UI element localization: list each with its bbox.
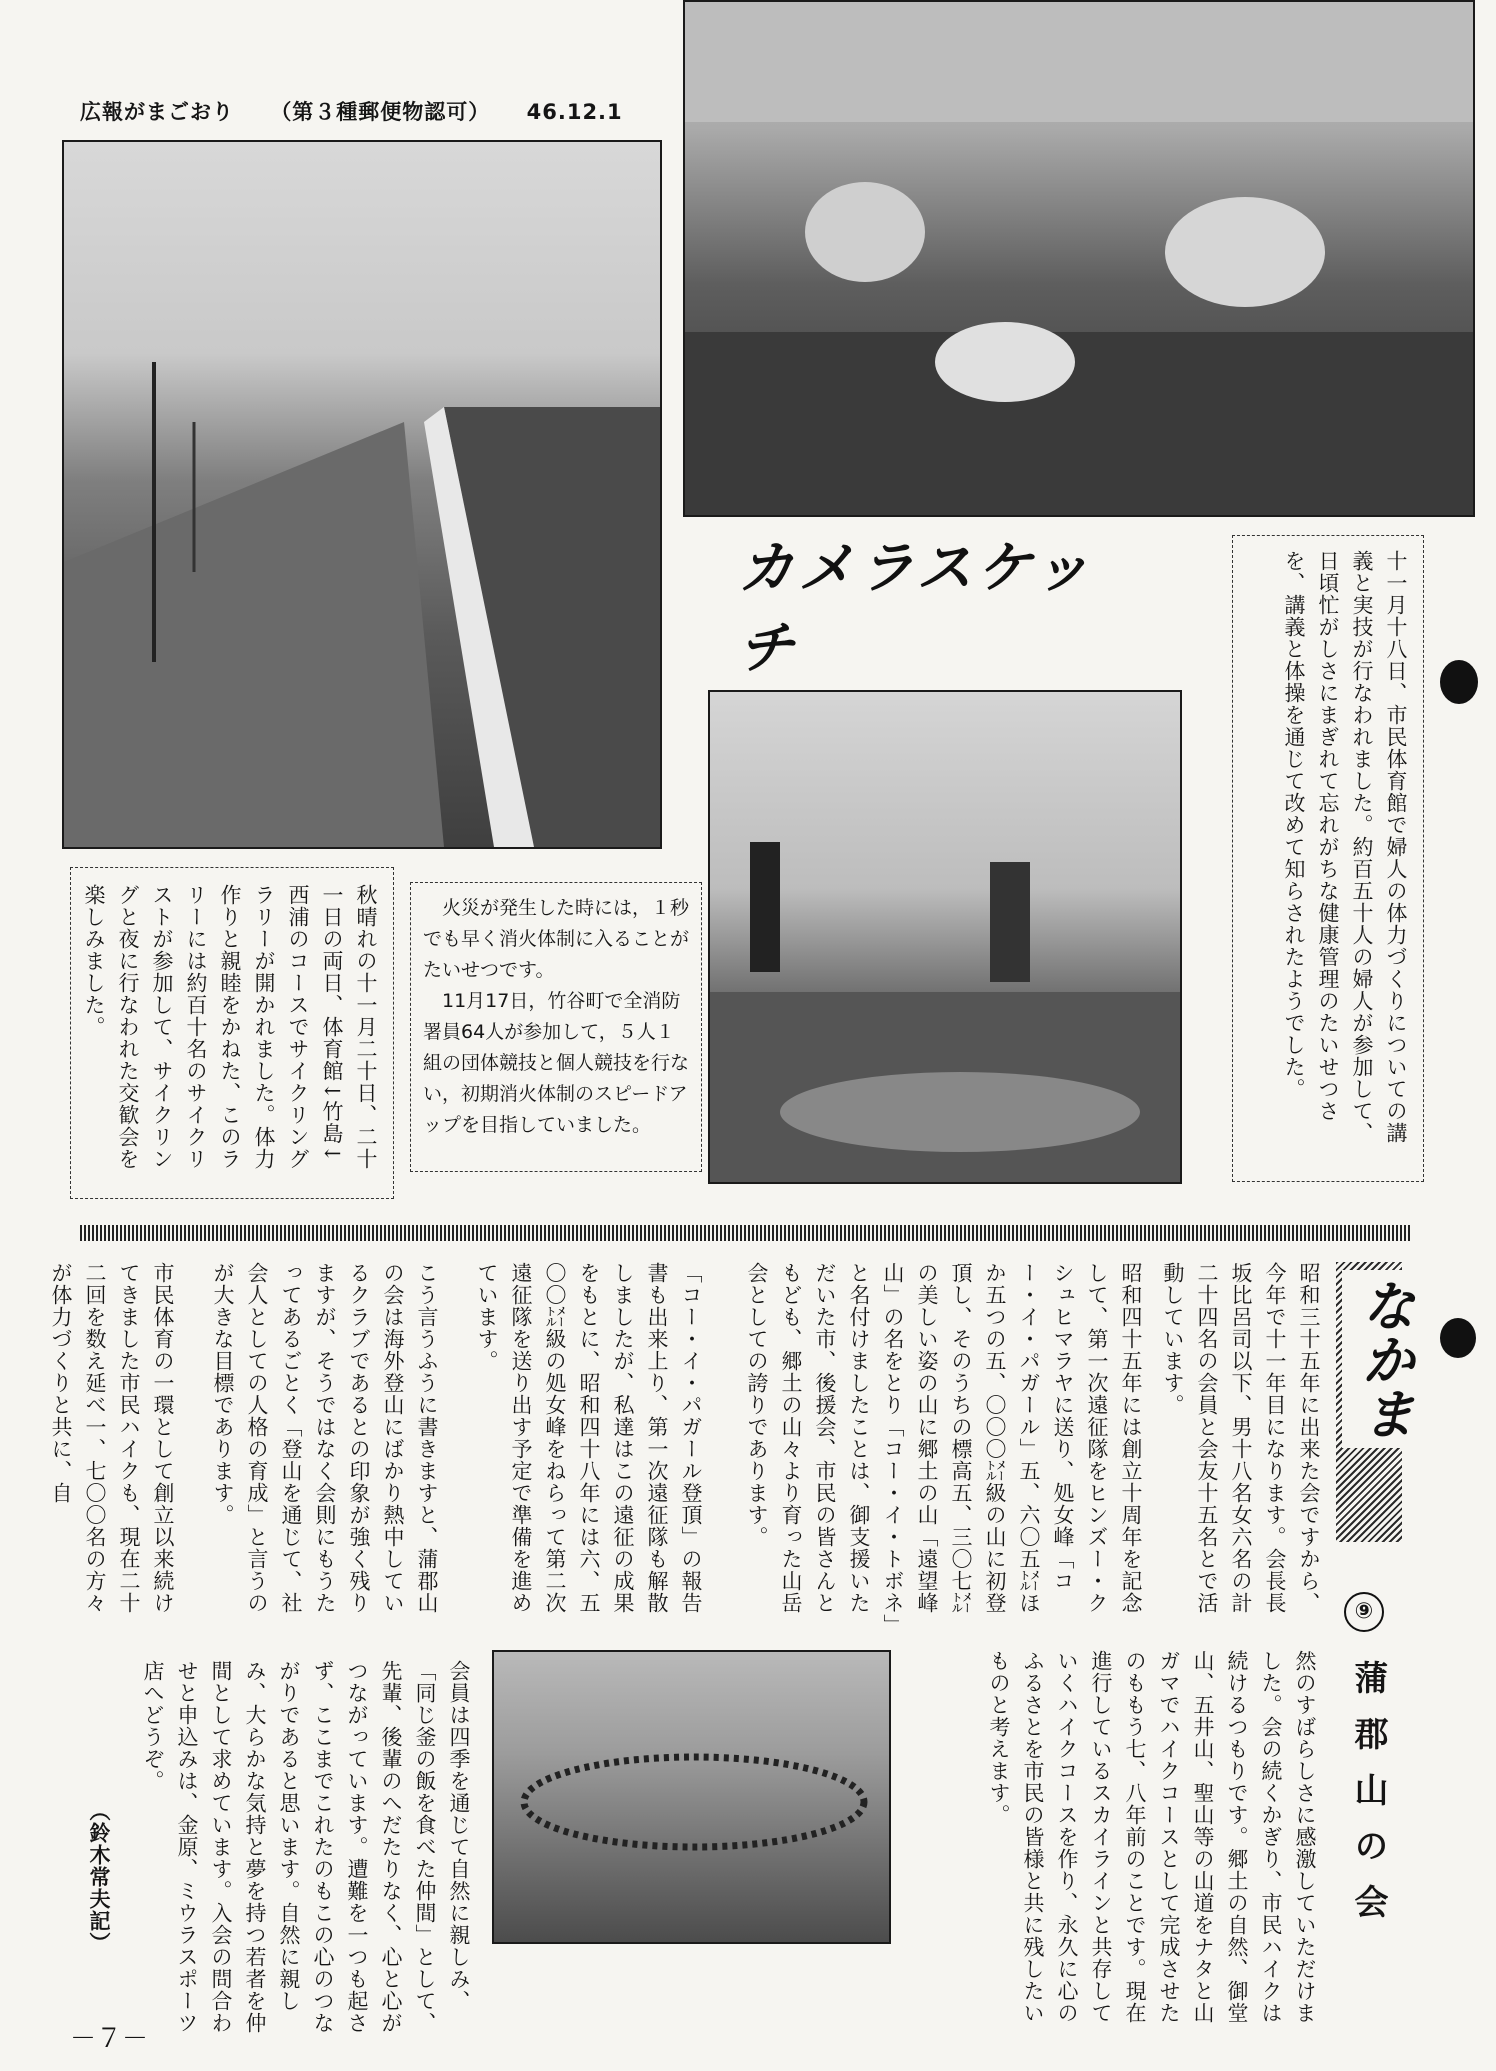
fire-caption-box <box>410 882 702 1172</box>
article-column-5: 市民体育の一環として創立以来続けてきました市民ハイクも、現在二十二回を数え延べ一、七〇〇名の方々が体力づくりと共に、自 <box>49 1262 175 1614</box>
binding-hole-bottom <box>1440 1318 1476 1358</box>
camera-sketch-title <box>720 536 1170 681</box>
gym-caption: 十一月十八日、市民体育館で婦人の体力づくりについての講義と実技が行なわれました。約百五十人の婦人が参加して、日頃忙がしさにまぎれて忘れがちな健康管理のたいせつさを、講義と体操を通じて改めて知らされたようでした。 <box>1282 550 1408 1144</box>
permit-note: （第３種郵便物認可） <box>270 100 491 124</box>
cycling-caption-box <box>70 867 394 1199</box>
article-lower-left-text <box>124 1660 476 2040</box>
club-name: 蒲郡山の会 <box>1348 1660 1388 1940</box>
issue-date: 46.12.1 <box>526 100 623 124</box>
hiking-circle-photo <box>492 1650 891 1944</box>
cycling-photo <box>62 140 662 849</box>
article-column-1: 昭和三十五年に出来た会ですから、今年で十一年目になります。会長長坂比呂司以下、男十八名女六名の計二十四名の会員と会友十五名とで活動しています。 <box>1161 1262 1321 1614</box>
article-lower-right: 然のすばらしさに感激していただけました。会の続くかぎり、市民ハイクは続けるつもりです。郷土の自然、御堂山、五井山、聖山等の山道をナタと山ガマでハイクコースとして完成させたのももう七、八年前のことです。現在進行しているスカイラインと共存していくハイクコースを作り、永久に心のふるさとを市民の皆様と共に残したいものと考えます。 <box>987 1650 1317 2024</box>
page-number: －７－ <box>70 2024 149 2054</box>
publication-name: 広報がまごおり <box>80 100 234 124</box>
binding-hole-top <box>1440 660 1478 704</box>
publication-header <box>80 96 640 126</box>
fire-drill-photo <box>708 690 1182 1184</box>
lower-left-body: 会員は四季を通じて自然に親しみ、「同じ釜の飯を食べた仲間」として、先輩、後輩のへだたりなく、心と心がつながっています。遭難を一つも起さず、ここまでこれたのもこの心のつながりであると思います。自然に親しみ、大らかな気持と夢を持つ若者を仲間として求めています。入会の問合わせと申込みは、金原、ミウラスポーツ店へどうぞ。 <box>141 1660 471 2034</box>
series-number: ⑨ <box>1344 1592 1384 1632</box>
section-divider <box>80 1225 1410 1241</box>
article-column-3: 「コー・イ・パガール登頂」の報告書も出来上り、第一次遠征隊も解散しましたが、私達はこの遠征の成果をもとに、昭和四十八年には六、五〇〇㍍級の処女峰をねらって第二次遠征隊を送り出す予定で準備を進めています。 <box>475 1262 703 1614</box>
fire-caption-detail: 11月17日，竹谷町で全消防署員64人が参加して，５人１組の団体競技と個人競技を行ない，初期消火体制のスピードアップを目指していました。 <box>423 990 690 1136</box>
gym-exercise-photo <box>683 0 1475 517</box>
article-column-2: 昭和四十五年には創立十周年を記念して、第一次遠征隊をヒンズー・クシュヒマラヤに送り、処女峰「コー・イ・パガール」五、六〇五㍍ほか五つの五、〇〇〇㍍級の山に初登頂し、そのうちの標高五、三〇七㍍の美しい姿の山に郷土の山「遠望峰山」の名をとり「コー・イ・トボネ」と名付けましたことは、御支援いただいた市、後援会、市民の皆さんともども、郷土の山々より育った山岳会としての誇りであります。 <box>745 1262 1143 1626</box>
author-signature: （鈴木常夫記） <box>87 1800 112 1954</box>
fire-caption-intro: 火災が発生した時には，１秒でも早く消火体制に入ることがたいせつです。 <box>423 897 690 981</box>
article-column-4: こう言うふうに書きますと、蒲郡山の会は海外登山にばかり熱中しているクラブであるとの印象が強く残りますが、そうではなく会則にもうたってあるごとく「登山を通じて、社会人としての人格の育成」と言うのが大きな目標であります。 <box>211 1262 439 1614</box>
nakama-series-title: なかま <box>1342 1270 1427 1448</box>
camera-sketch-title-text: カメラスケッチ <box>720 518 1170 690</box>
gym-caption-box <box>1232 535 1424 1182</box>
cycling-caption: 秋晴れの十一月二十日、二十一日の両日、体育館↓竹島↓西浦のコースでサイクリングラリーが開かれました。体力作りと親睦をかねた、このラリーには約百十名のサイクリストが参加して、サイクリングと夜に行なわれた交歓会を楽しみました。 <box>82 884 378 1170</box>
nakama-series-box <box>1336 1262 1416 1542</box>
